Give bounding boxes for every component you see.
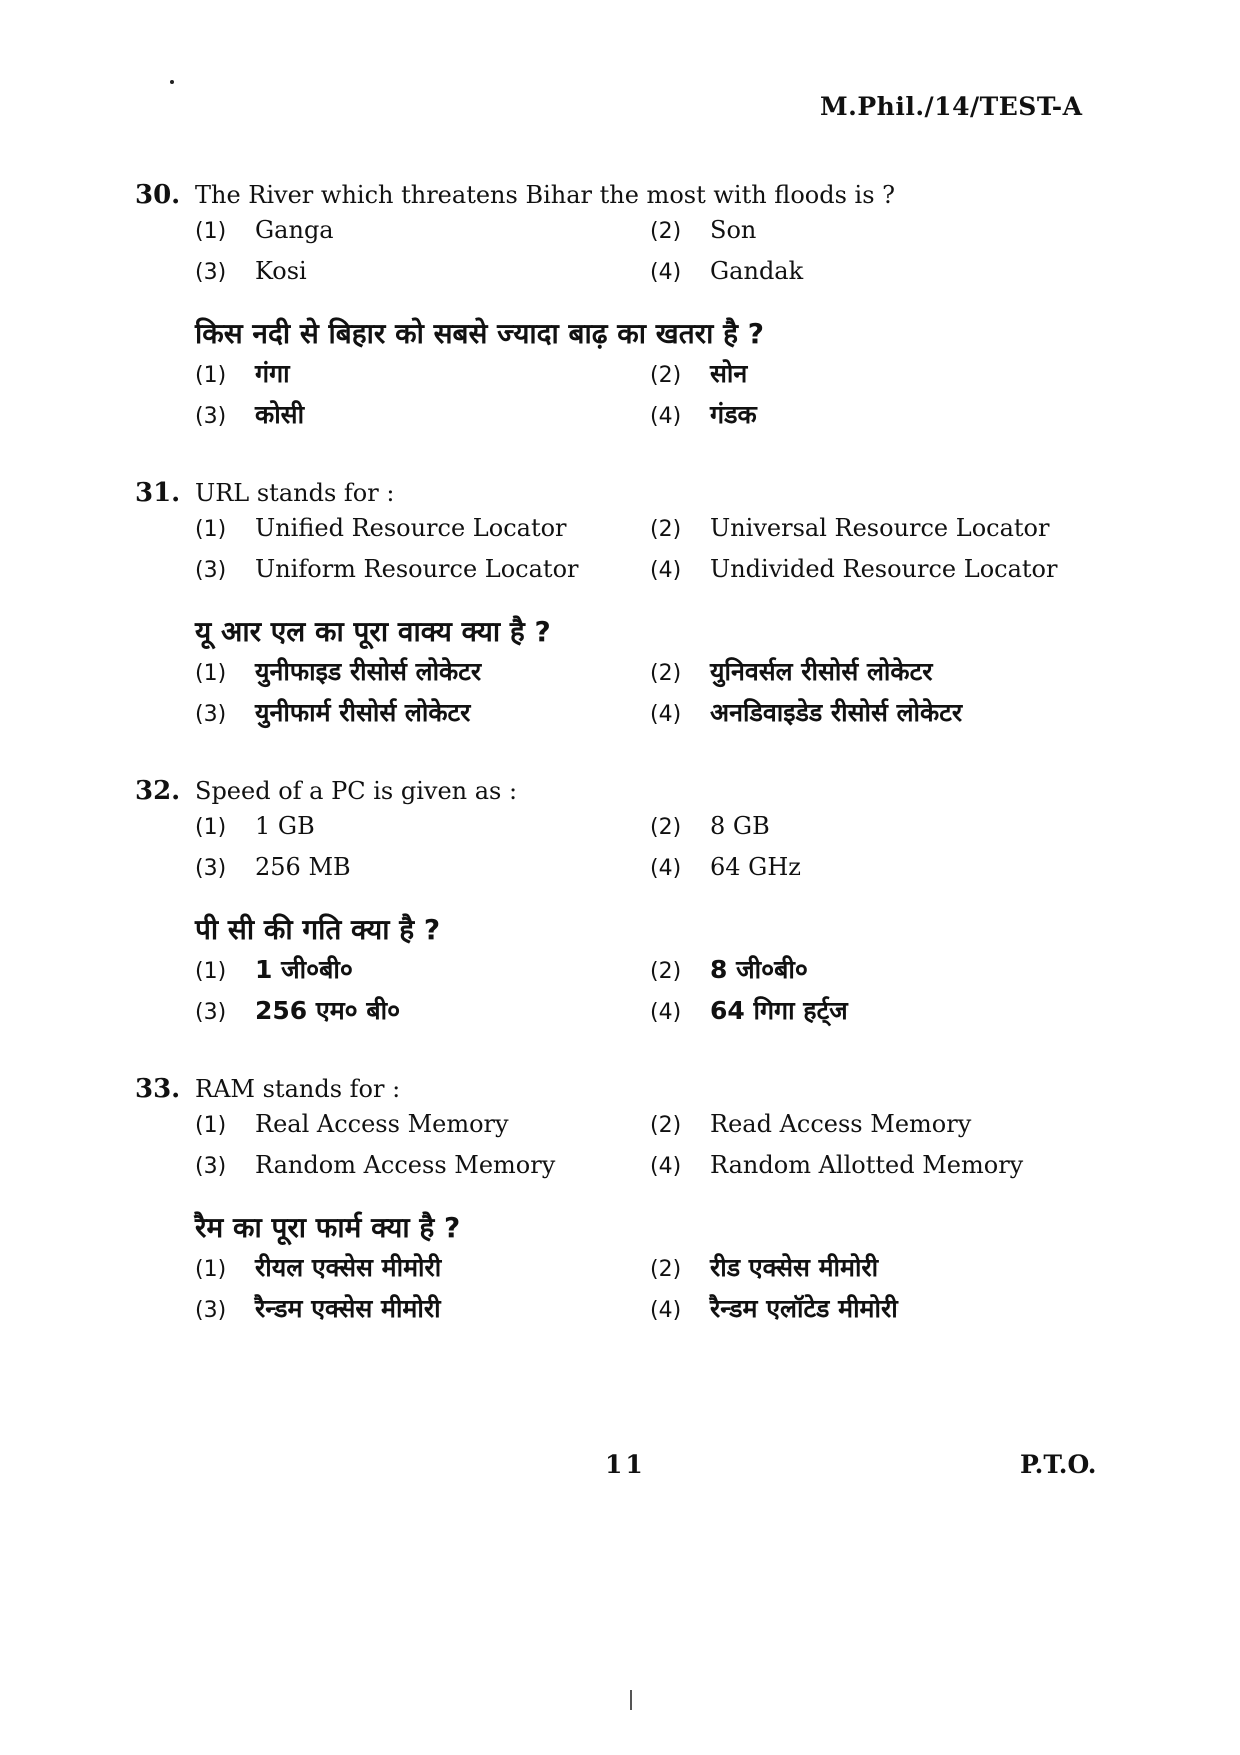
options-english — [195, 514, 1125, 596]
option-number: (1) — [195, 219, 227, 244]
question-text: Speed of a PC is given as : — [195, 777, 518, 805]
option-number: (3) — [195, 260, 227, 285]
option-2 — [650, 812, 1105, 853]
pto-label: P.T.O. — [1020, 1450, 1097, 1479]
question-text-hindi: रैम का पूरा फार्म क्या है ? — [195, 1211, 461, 1244]
option-text: गंडक — [710, 400, 757, 429]
option-2 — [650, 1250, 1105, 1291]
option-3 — [195, 257, 650, 298]
option-text: Random Access Memory — [255, 1151, 556, 1179]
option-text: Gandak — [710, 257, 804, 285]
option-text: Ganga — [255, 216, 334, 244]
option-number: (1) — [195, 815, 227, 840]
option-number: (3) — [195, 558, 227, 583]
option-4 — [650, 1151, 1105, 1192]
question-text-hindi: किस नदी से बिहार को सबसे ज्यादा बाढ़ का खतरा है ? — [195, 317, 764, 350]
options-english — [195, 812, 1125, 894]
option-number: (2) — [650, 815, 682, 840]
scan-mark — [630, 1690, 632, 1710]
option-text: 64 GHz — [710, 853, 801, 881]
option-4 — [650, 853, 1105, 894]
options-hindi — [195, 1250, 1125, 1332]
option-number: (1) — [195, 959, 227, 984]
option-number: (3) — [195, 702, 227, 727]
option-number: (2) — [650, 363, 682, 388]
option-text: Undivided Resource Locator — [710, 555, 1058, 583]
option-text: 64 गिगा हर्ट्ज — [710, 996, 848, 1025]
option-number: (1) — [195, 1113, 227, 1138]
question-number: 30. — [135, 180, 181, 210]
question-text: The River which threatens Bihar the most with floods is ? — [195, 181, 896, 209]
options-hindi — [195, 952, 1125, 1034]
option-4 — [650, 695, 1105, 736]
option-2 — [650, 1110, 1105, 1151]
paper-code: M.Phil./14/TEST-A — [820, 92, 1083, 121]
option-number: (4) — [650, 1154, 682, 1179]
option-3 — [195, 397, 650, 438]
option-number: (4) — [650, 1000, 682, 1025]
option-3 — [195, 555, 650, 596]
option-text: रैन्डम एलॉटेड मीमोरी — [710, 1294, 898, 1323]
option-3 — [195, 853, 650, 894]
option-1 — [195, 654, 650, 695]
option-text: Unified Resource Locator — [255, 514, 567, 542]
option-4 — [650, 257, 1105, 298]
options-hindi — [195, 654, 1125, 736]
option-number: (3) — [195, 856, 227, 881]
option-text: 256 MB — [255, 853, 351, 881]
option-3 — [195, 1151, 650, 1192]
option-4 — [650, 397, 1105, 438]
question-line — [135, 180, 1125, 216]
option-4 — [650, 993, 1105, 1034]
option-number: (4) — [650, 260, 682, 285]
option-number: (4) — [650, 558, 682, 583]
option-text: सोन — [710, 359, 748, 388]
option-number: (4) — [650, 856, 682, 881]
question-number: 31. — [135, 478, 181, 508]
option-number: (3) — [195, 1154, 227, 1179]
option-text: Son — [710, 216, 757, 244]
option-number: (3) — [195, 1298, 227, 1323]
option-text: अनडिवाइडेड रीसोर्स लोकेटर — [710, 698, 963, 727]
option-text: युनीफाइड रीसोर्स लोकेटर — [255, 657, 482, 686]
question-line — [135, 478, 1125, 514]
option-text: 8 जी०बी० — [710, 955, 808, 984]
option-1 — [195, 812, 650, 853]
question-32 — [135, 776, 1125, 1034]
page-number: 11 — [605, 1450, 646, 1479]
question-number: 32. — [135, 776, 181, 806]
option-text: 8 GB — [710, 812, 770, 840]
option-3 — [195, 993, 650, 1034]
option-1 — [195, 356, 650, 397]
options-english — [195, 216, 1125, 298]
option-number: (4) — [650, 1298, 682, 1323]
scan-speck — [170, 80, 174, 84]
option-text: कोसी — [255, 400, 305, 429]
option-text: Universal Resource Locator — [710, 514, 1050, 542]
option-text: 1 GB — [255, 812, 315, 840]
option-text: Real Access Memory — [255, 1110, 509, 1138]
option-text: Uniform Resource Locator — [255, 555, 579, 583]
option-text: युनीफार्म रीसोर्स लोकेटर — [255, 698, 471, 727]
option-1 — [195, 1250, 650, 1291]
option-text: रैन्डम एक्सेस मीमोरी — [255, 1294, 441, 1323]
option-3 — [195, 695, 650, 736]
option-4 — [650, 1291, 1105, 1332]
option-1 — [195, 514, 650, 555]
question-line — [135, 776, 1125, 812]
option-number: (1) — [195, 1257, 227, 1282]
option-3 — [195, 1291, 650, 1332]
option-text: युनिवर्सल रीसोर्स लोकेटर — [710, 657, 933, 686]
option-text: Random Allotted Memory — [710, 1151, 1024, 1179]
options-english — [195, 1110, 1125, 1192]
option-4 — [650, 555, 1105, 596]
option-1 — [195, 952, 650, 993]
option-number: (1) — [195, 363, 227, 388]
option-number: (2) — [650, 661, 682, 686]
option-number: (3) — [195, 404, 227, 429]
question-text-hindi: यू आर एल का पूरा वाक्य क्या है ? — [195, 615, 551, 648]
question-31 — [135, 478, 1125, 736]
question-number: 33. — [135, 1074, 181, 1104]
question-33 — [135, 1074, 1125, 1332]
option-2 — [650, 216, 1105, 257]
option-number: (3) — [195, 1000, 227, 1025]
option-number: (2) — [650, 219, 682, 244]
option-2 — [650, 654, 1105, 695]
option-text: रीड एक्सेस मीमोरी — [710, 1253, 879, 1282]
option-text: रीयल एक्सेस मीमोरी — [255, 1253, 442, 1282]
option-text: Read Access Memory — [710, 1110, 972, 1138]
option-text: Kosi — [255, 257, 307, 285]
option-number: (4) — [650, 404, 682, 429]
option-text: 256 एम० बी० — [255, 996, 401, 1025]
option-text: गंगा — [255, 359, 290, 388]
question-line — [135, 1074, 1125, 1110]
option-number: (2) — [650, 959, 682, 984]
option-number: (4) — [650, 702, 682, 727]
question-text: URL stands for : — [195, 479, 395, 507]
option-2 — [650, 514, 1105, 555]
option-number: (2) — [650, 517, 682, 542]
option-number: (1) — [195, 517, 227, 542]
option-1 — [195, 216, 650, 257]
question-text-hindi: पी सी की गति क्या है ? — [195, 913, 441, 946]
option-2 — [650, 356, 1105, 397]
question-text: RAM stands for : — [195, 1075, 401, 1103]
option-number: (1) — [195, 661, 227, 686]
option-text: 1 जी०बी० — [255, 955, 353, 984]
question-30 — [135, 180, 1125, 438]
option-number: (2) — [650, 1113, 682, 1138]
option-1 — [195, 1110, 650, 1151]
option-2 — [650, 952, 1105, 993]
option-number: (2) — [650, 1257, 682, 1282]
options-hindi — [195, 356, 1125, 438]
